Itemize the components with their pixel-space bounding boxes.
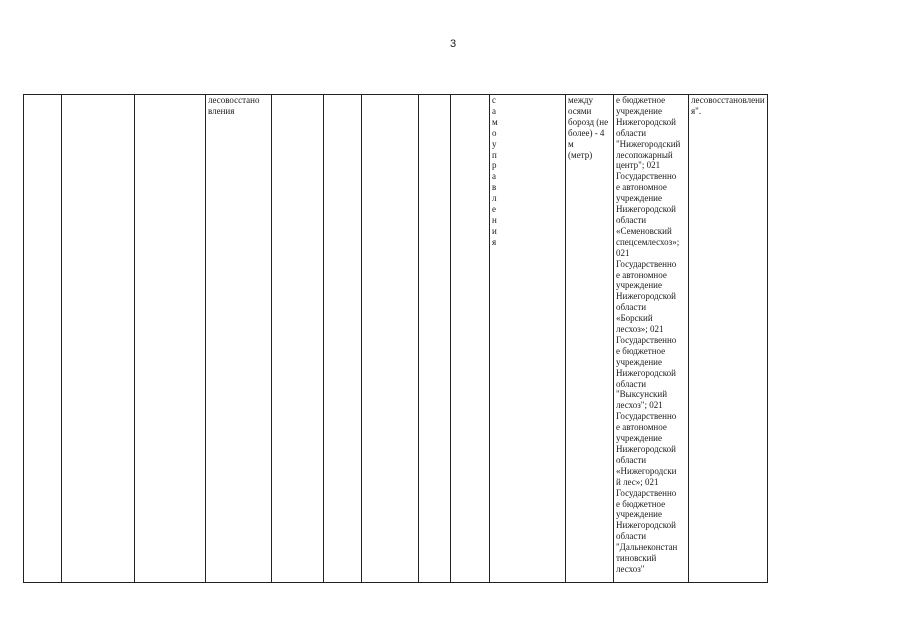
- table-cell-12: [490, 95, 566, 583]
- table-cell-13: между осями борозд (не более) - 4 м (метр): [566, 95, 614, 583]
- table-cell-2: [62, 95, 135, 583]
- table-cell-9: [451, 95, 490, 583]
- table-cell-4: лесовосстано вления: [206, 95, 272, 583]
- table-cell-1: [24, 95, 62, 583]
- table-cell-15: лесовосстановления".: [689, 95, 768, 583]
- table-cell-8: [419, 95, 451, 583]
- table-cell-6: [324, 95, 362, 583]
- table-cell-5: [272, 95, 324, 583]
- page-number: 3: [449, 38, 457, 50]
- document-table: [23, 94, 878, 583]
- table-row: лесовосстано вления самоуправлени я между осями борозд (не более) - 4 м (метр) е бюджетное учреждение Нижегородской области "Нижегородский лесопожарный центр"; 021 Государственно е автономное учреждение Нижегородской области «Семеновский спецсемлесхоз»; 021 Государственно е автономное учреждение Нижегородской области «Борский лесхоз»; 021 Государственно е бюджетное учреждение Нижегородской области "Выксунский лесхоз"; 021 Государственно е автономное учреждение Нижегородской области «Нижегородски й лес»; 021 Государственно е бюджетное учреждение Нижегородской области "Дальнеконстан тиновский лесхоз" лесовосстановления".: [24, 95, 878, 583]
- table-cell-7: [362, 95, 419, 583]
- table-cell-3: [135, 95, 206, 583]
- table-cell-14: е бюджетное учреждение Нижегородской области "Нижегородский лесопожарный центр"; 021 Государственно е автономное учреждение Нижегородской области «Семеновский спецсемлесхоз»; 021 Государственно е автономное учреждение Нижегородской области «Борский лесхоз»; 021 Государственно е бюджетное учреждение Нижегородской области "Выксунский лесхоз"; 021 Государственно е автономное учреждение Нижегородской области «Нижегородски й лес»; 021 Государственно е бюджетное учреждение Нижегородской области "Дальнеконстан тиновский лесхоз": [614, 95, 689, 583]
